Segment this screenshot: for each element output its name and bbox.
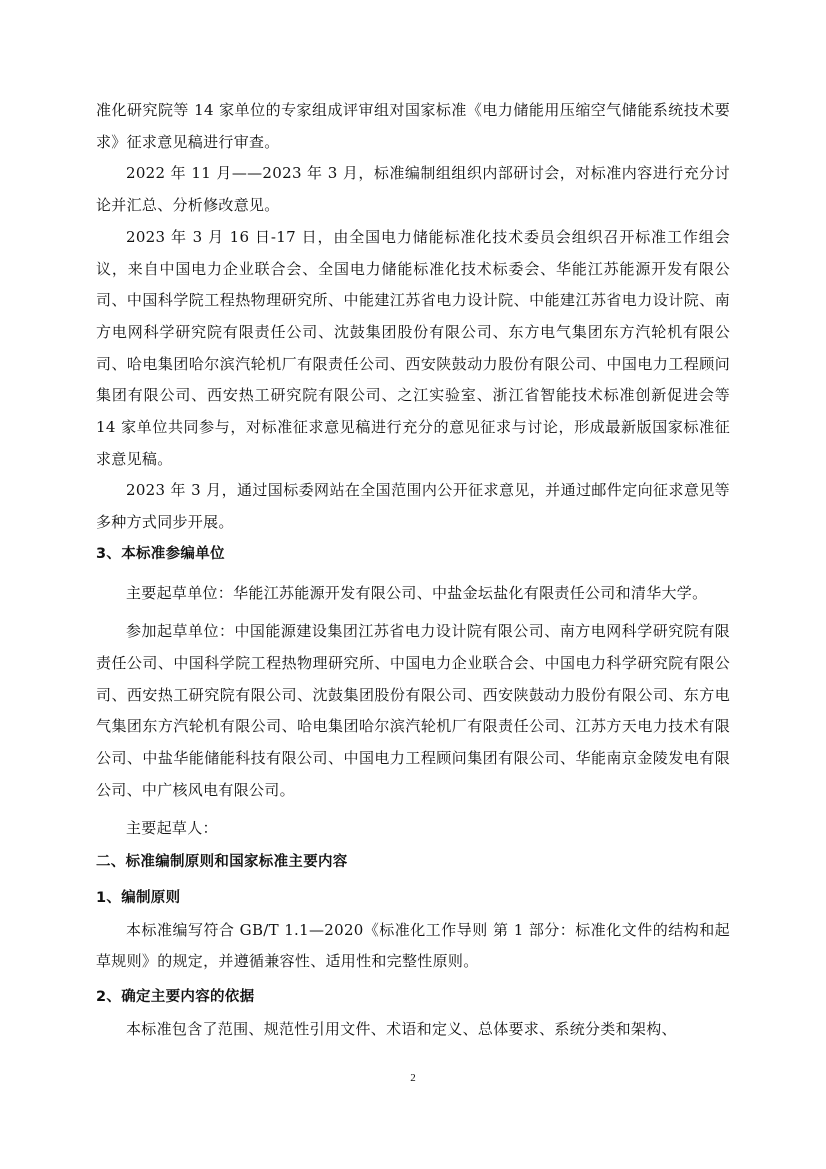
paragraph-public-consultation: 2023 年 3 月，通过国标委网站在全国范围内公开征求意见，并通过邮件定向征求意见等多种方式同步开展。: [96, 481, 730, 532]
paragraph-compilation-principles: 本标准编写符合 GB/T 1.1—2020《标准化工作导则 第 1 部分：标准化文件的结构和起草规则》的规定，并遵循兼容性、适用性和完整性原则。: [96, 920, 730, 971]
paragraph-review: 准化研究院等 14 家单位的专家组成评审组对国家标准《电力储能用压缩空气储能系统技术要求》征求意见稿进行审查。: [96, 101, 730, 151]
paragraph-participating-drafting-units: 参加起草单位：中国能源建设集团江苏省电力设计院有限公司、南方电网科学研究院有限责任公司、中国科学院工程热物理研究所、中国电力企业联合会、中国电力科学研究院有限公司、西安热工研究院有限公司、沈鼓集团股份有限公司、西安陕鼓动力股份有限公司、东方电气集团东方汽轮机有限公司、哈电集团哈尔滨汽轮机厂有限责任公司、江苏方天电力技术有限公司、中盐华能储能科技有限公司、中国电力工程顾问集团有限公司、华能南京金陵发电有限公司、中广核风电有限公司。: [96, 622, 730, 799]
section-heading-compilation-principles: 1、编制原则: [96, 889, 181, 906]
document-page: [96, 95, 730, 1045]
paragraph-working-group-meeting: 2023 年 3 月 16 日-17 日，由全国电力储能标准化技术委员会组织召开标准工作组会议，来自中国电力企业联合会、全国电力储能标准化技术标委会、华能江苏能源开发有限公司、中国科学院工程热物理研究所、中能建江苏省电力设计院、中能建江苏省电力设计院、南方电网科学研究院有限责任公司、沈鼓集团股份有限公司、东方电气集团东方汽轮机有限公司、哈电集团哈尔滨汽轮机厂有限责任公司、西安陕鼓动力股份有限公司、中国电力工程顾问集团有限公司、西安热工研究院有限公司、之江实验室、浙江省智能技术标准创新促进会等 14 家单位共同参与，对标准征求意见稿进行充分的意见征求与讨论，形成最新版国家标准征求意见稿。: [96, 227, 730, 468]
paragraph-main-drafting-units: 主要起草单位：华能江苏能源开发有限公司、中盐金坛盐化有限责任公司和清华大学。: [126, 583, 708, 602]
paragraph-main-drafters: 主要起草人：: [126, 819, 218, 838]
section-heading-participating-units: 3、本标准参编单位: [96, 545, 225, 562]
section-heading-basis-of-content: 2、确定主要内容的依据: [96, 988, 255, 1005]
paragraph-basis-of-content: 本标准包含了范围、规范性引用文件、术语和定义、总体要求、系统分类和架构、: [126, 1019, 677, 1038]
page-number: 2: [410, 1072, 416, 1084]
part-heading-principles-and-content: 二、标准编制原则和国家标准主要内容: [96, 854, 348, 871]
paragraph-internal-discussion: 2022 年 11 月——2023 年 3 月，标准编制组组织内部研讨会，对标准内容进行充分讨论并汇总、分析修改意见。: [96, 164, 730, 215]
